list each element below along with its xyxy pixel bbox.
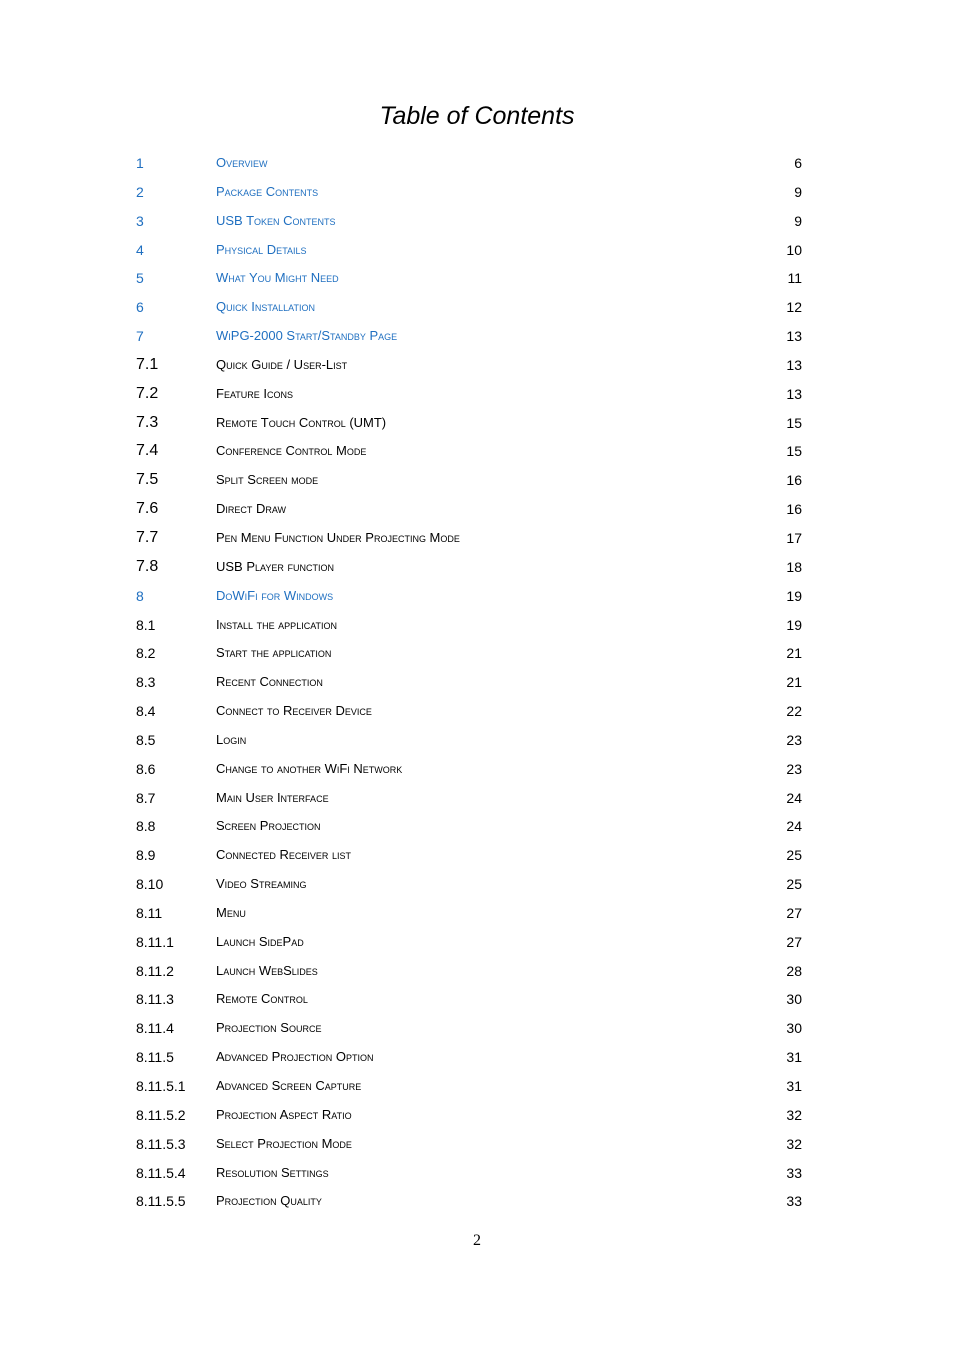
toc-entry[interactable] [136, 1130, 802, 1159]
toc-entry-number: 8.11.5.4 [136, 1164, 186, 1181]
toc-entry-page: 23 [786, 760, 802, 777]
toc-entry-link[interactable]: Launch WebSlides [216, 962, 318, 978]
toc-entry[interactable] [136, 899, 802, 928]
toc-entry-link[interactable]: Projection Source [216, 1020, 322, 1036]
toc-entry-number: 8.5 [136, 731, 156, 748]
toc-list [136, 149, 802, 1216]
toc-entry-link[interactable]: What You Might Need [216, 270, 339, 286]
toc-entry-link[interactable]: Launch SidePad [216, 933, 304, 949]
page-number: 2 [473, 1232, 481, 1249]
toc-entry[interactable] [136, 1043, 802, 1072]
toc-entry-page: 17 [786, 529, 802, 546]
toc-entry-link[interactable]: Package Contents [216, 183, 319, 199]
toc-entry-page: 23 [786, 731, 802, 748]
toc-entry-number: 7.2 [136, 384, 159, 402]
toc-entry-number: 1 [136, 155, 144, 171]
toc-entry-number: 8.11.1 [136, 933, 174, 950]
toc-entry[interactable] [136, 351, 802, 380]
toc-entry-page: 19 [786, 587, 802, 604]
toc-entry-link[interactable]: Connected Receiver list [216, 847, 352, 863]
toc-entry-number: 7.3 [136, 413, 159, 431]
toc-entry-number: 8.2 [136, 645, 156, 662]
toc-entry-number: 7.5 [136, 471, 159, 489]
toc-entry[interactable] [136, 1187, 802, 1216]
toc-entry-page: 30 [786, 1020, 802, 1037]
toc-entry-link[interactable]: Projection Quality [216, 1193, 322, 1209]
toc-entry[interactable] [136, 957, 802, 986]
toc-entry-page: 10 [786, 241, 802, 258]
toc-entry-link[interactable]: Remote Touch Control (UMT) [216, 414, 387, 430]
toc-entry-number: 8.6 [136, 760, 156, 777]
toc-entry-number: 8.4 [136, 703, 156, 720]
toc-entry-number: 6 [136, 299, 144, 316]
toc-entry-link[interactable]: Remote Control [216, 991, 308, 1007]
toc-entry-page: 19 [786, 616, 802, 633]
toc-entry-number: 7.1 [136, 355, 159, 373]
toc-entry-page: 30 [786, 991, 802, 1008]
toc-entry[interactable] [136, 1101, 802, 1130]
toc-entry-link[interactable]: Connect to Receiver Device [216, 703, 372, 719]
toc-entry-link[interactable]: Quick Installation [216, 299, 316, 315]
toc-entry-number: 8.11.5.1 [136, 1078, 186, 1094]
toc-entry-page: 6 [794, 155, 802, 171]
toc-entry[interactable] [136, 495, 802, 524]
toc-entry-page: 22 [786, 703, 802, 720]
toc-entry-link[interactable]: Login [216, 731, 247, 747]
toc-entry[interactable] [136, 149, 802, 178]
toc-entry-page: 32 [786, 1106, 802, 1123]
toc-entry-number: 7 [136, 328, 144, 345]
toc-entry-page: 13 [786, 385, 802, 402]
toc-entry-page: 18 [786, 558, 802, 575]
toc-entry-number: 7.6 [136, 500, 159, 518]
toc-entry-number: 8.7 [136, 789, 156, 806]
toc-entry-link[interactable]: Recent Connection [216, 674, 323, 690]
toc-entry-number: 7.7 [136, 528, 159, 546]
toc-entry[interactable] [136, 207, 802, 236]
toc-entry-number: 8.11 [136, 904, 163, 921]
toc-entry-page: 24 [786, 818, 802, 835]
toc-entry-number: 8.11.5.3 [136, 1135, 186, 1152]
toc-entry[interactable] [136, 784, 802, 813]
toc-entry-number: 4 [136, 241, 144, 258]
toc-entry[interactable] [136, 582, 802, 611]
toc-entry-page: 27 [786, 904, 802, 921]
toc-entry-link[interactable]: Resolution Settings [216, 1164, 329, 1180]
toc-entry-link[interactable]: Projection Aspect Ratio [216, 1106, 352, 1122]
toc-entry-link[interactable]: Feature Icons [216, 385, 294, 401]
toc-entry-link[interactable]: WiPG-2000 Start/Standby Page [216, 328, 398, 344]
toc-entry-number: 8.11.5.2 [136, 1106, 186, 1123]
toc-entry[interactable] [136, 985, 802, 1014]
toc-entry-number: 3 [136, 212, 144, 229]
toc-entry-link[interactable]: Start the application [216, 645, 332, 661]
toc-entry[interactable] [136, 726, 802, 755]
toc-entry[interactable] [136, 611, 802, 640]
toc-entry-page: 15 [786, 414, 802, 431]
toc-entry[interactable] [136, 1072, 802, 1101]
toc-entry-link[interactable]: Video Streaming [216, 876, 307, 892]
toc-entry-page: 25 [786, 876, 802, 893]
toc-entry-number: 8.8 [136, 818, 156, 835]
toc-entry-page: 24 [786, 789, 802, 806]
toc-entry-number: 8.1 [136, 616, 156, 633]
toc-entry[interactable] [136, 322, 802, 351]
toc-entry[interactable] [136, 437, 802, 466]
toc-entry-page: 16 [786, 501, 802, 518]
toc-entry[interactable] [136, 264, 802, 293]
toc-entry-link[interactable]: Split Screen mode [216, 472, 319, 488]
toc-entry-number: 2 [136, 183, 144, 200]
toc-entry-link[interactable]: DoWiFi for Windows [216, 587, 334, 603]
toc-entry-link[interactable]: Change to another WiFi Network [216, 760, 403, 776]
toc-entry-link[interactable]: Select Projection Mode [216, 1135, 352, 1151]
toc-entry-page: 21 [786, 645, 802, 662]
toc-entry[interactable] [136, 524, 802, 553]
toc-entry-link[interactable]: Pen Menu Function Under Projecting Mode [216, 529, 460, 545]
toc-entry-page: 9 [794, 183, 802, 200]
toc-entry-link[interactable]: Direct Draw [216, 501, 287, 517]
toc-entry-page: 21 [786, 674, 802, 691]
toc-entry-number: 8.11.3 [136, 991, 174, 1008]
toc-entry-number: 8 [136, 587, 144, 604]
toc-entry[interactable] [136, 1014, 802, 1043]
toc-entry-page: 12 [786, 299, 802, 316]
toc-entry[interactable] [136, 409, 802, 438]
toc-entry-link[interactable]: USB Token Contents [216, 212, 336, 228]
toc-entry-page: 33 [786, 1193, 802, 1210]
toc-entry[interactable] [136, 178, 802, 207]
toc-entry[interactable] [136, 380, 802, 409]
toc-entry-page: 9 [794, 212, 802, 229]
toc-entry-link[interactable]: Menu [216, 904, 246, 920]
toc-entry-link[interactable]: Physical Details [216, 241, 307, 257]
toc-entry[interactable] [136, 697, 802, 726]
toc-entry-number: 8.11.5.5 [136, 1193, 186, 1210]
toc-entry-page: 31 [786, 1078, 802, 1094]
toc-entry-link[interactable]: Overview [216, 155, 268, 170]
toc-entry-page: 28 [786, 962, 802, 979]
toc-entry-link[interactable]: Main User Interface [216, 789, 329, 805]
toc-entry-page: 15 [786, 443, 802, 460]
toc-entry-number: 7.8 [136, 557, 159, 575]
toc-entry-number: 8.11.5 [136, 1049, 174, 1066]
toc-entry[interactable] [136, 755, 802, 784]
toc-entry[interactable] [136, 293, 802, 322]
toc-entry[interactable] [136, 812, 802, 841]
toc-entry-link[interactable]: Advanced Screen Capture [216, 1078, 362, 1093]
toc-entry-link[interactable]: Advanced Projection Option [216, 1049, 374, 1065]
toc-entry-page: 33 [786, 1164, 802, 1181]
toc-entry-number: 8.10 [136, 876, 164, 893]
toc-entry[interactable] [136, 668, 802, 697]
toc-entry-page: 11 [787, 270, 802, 287]
toc-entry-number: 8.11.2 [136, 962, 174, 979]
toc-entry-link[interactable]: Quick Guide / User-List [216, 356, 348, 372]
toc-entry-number: 5 [136, 270, 144, 287]
toc-entry-page: 32 [786, 1135, 802, 1152]
toc-entry-number: 8.9 [136, 847, 156, 864]
toc-entry[interactable] [136, 236, 802, 265]
toc-entry[interactable] [136, 841, 802, 870]
toc-entry[interactable] [136, 466, 802, 495]
toc-entry-page: 31 [786, 1049, 802, 1066]
toc-entry-page: 13 [786, 356, 802, 373]
toc-entry[interactable] [136, 639, 802, 668]
toc-title: Table of Contents [379, 102, 575, 130]
toc-entry[interactable] [136, 1159, 802, 1188]
toc-entry-page: 16 [786, 472, 802, 489]
toc-entry-page: 25 [786, 847, 802, 864]
toc-entry-page: 27 [786, 933, 802, 950]
toc-entry[interactable] [136, 870, 802, 899]
toc-entry[interactable] [136, 553, 802, 582]
toc-entry-link[interactable]: Screen Projection [216, 818, 321, 834]
toc-entry[interactable] [136, 928, 802, 957]
toc-entry-number: 8.3 [136, 674, 156, 691]
toc-entry-page: 13 [786, 328, 802, 345]
toc-entry-number: 8.11.4 [136, 1020, 174, 1037]
toc-entry-link[interactable]: USB Player function [216, 558, 334, 574]
toc-entry-link[interactable]: Install the application [216, 616, 338, 632]
toc-entry-number: 7.4 [136, 442, 159, 460]
toc-entry-link[interactable]: Conference Control Mode [216, 443, 367, 459]
